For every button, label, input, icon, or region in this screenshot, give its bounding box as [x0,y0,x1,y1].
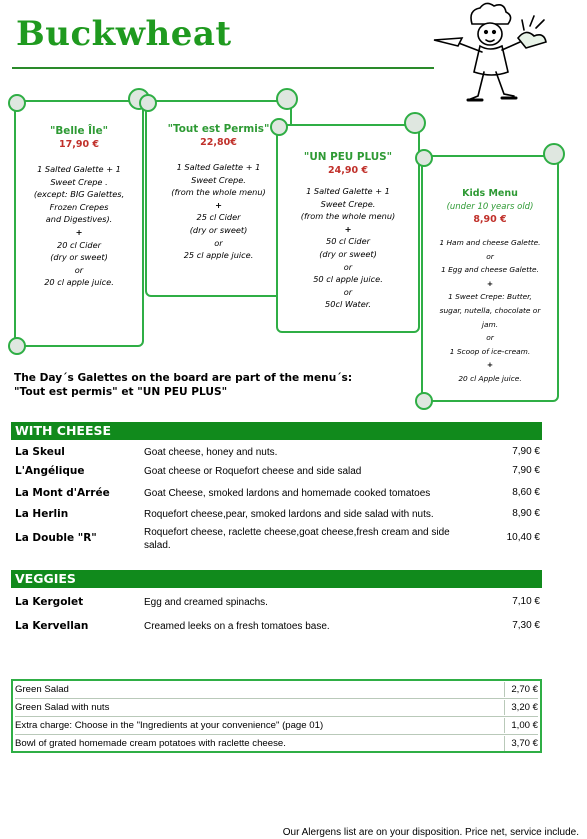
menu-line: 1 Scoop of ice-cream. [449,346,531,356]
item-price: 7,10 € [512,596,540,607]
menu-line: + [344,223,352,234]
menu-line: (dry or sweet) [189,224,248,235]
menu-line: + [486,278,494,288]
menu-line: + [486,360,494,370]
menu-line: 1 Sweet Crepe: Butter, [448,292,532,302]
extra-label: Extra charge: Choose in the "Ingredients at your convenience" (page 01) [15,720,324,731]
section-veggies: VEGGIES [11,570,542,588]
footer-note: Our Alergens list are on your disposition. Price net, service include. [282,827,579,838]
item-price: 7,90 € [512,465,540,476]
menu-name: "Tout est Permis" [167,123,270,135]
menu-line: 20 cl apple juice. [44,277,114,288]
item-name: La Mont d'Arrée [15,487,110,499]
extras-row [15,700,538,717]
item-description: Goat cheese, honey and nuts. [144,447,278,458]
menu-line: or [343,261,353,272]
menu-card-kids [421,155,559,402]
menu-line: 1 Salted Galette + 1 [176,162,261,172]
menu-line: and Digestives). [45,214,113,225]
menu-line: (dry or sweet) [50,252,108,263]
menu-price: 22,80€ [200,137,237,148]
menu-line: or [74,264,84,275]
item-name: La Skeul [15,446,65,458]
item-description: Roquefort cheese, raclette cheese,goat cheese,fresh cream and side salad. [144,527,450,551]
item-name: La Double "R" [15,532,97,544]
item-price: 7,90 € [512,446,540,457]
item-price: 10,40 € [506,532,540,543]
title-underline [12,67,434,69]
menu-price: 24,90 € [328,165,368,176]
item-price: 8,90 € [512,508,540,519]
section-with-cheese: WITH CHEESE [11,422,542,440]
menu-subtitle: (under 10 years old) [446,202,534,212]
menu-line: + [215,199,222,210]
menu-line: 1 Ham and cheese Galette. [439,238,541,247]
menu-line: 1 Egg and cheese Galette. [441,265,539,275]
menu-line: Frozen Crepes [49,201,109,212]
item-name: L'Angélique [15,465,85,477]
menu-line: 20 cl Apple juice. [458,373,522,383]
menu-line: 50 cl apple juice. [313,274,383,285]
note-line: The Day´s Galettes on the board are part of the menu´s: [14,372,353,384]
menu-line: (dry or sweet) [319,248,377,259]
menu-line: sugar, nutella, chocolate or [439,305,541,315]
menu-line: 25 cl Cider [196,212,241,223]
galettes-note [14,371,352,399]
extras-table [11,679,542,753]
extra-price: 3,70 € [504,736,538,751]
extra-label: Green Salad with nuts [15,702,110,713]
menu-line: or [343,286,353,297]
extras-row [15,736,538,752]
menu-line: + [75,226,83,237]
restaurant-title: Buckwheat [16,14,232,54]
menu-line: Sweet Crepe . [50,176,108,187]
menu-line: (from the whole menu) [300,211,396,222]
menu-name: "UN PEU PLUS" [303,151,393,163]
menu-line: or [486,333,494,343]
menu-price: 8,90 € [473,214,507,225]
extra-price: 1,00 € [504,718,538,733]
item-description: Creamed leeks on a fresh tomatoes base. [144,621,330,632]
item-description: Roquefort cheese,pear, smoked lardons and side salad with nuts. [144,509,434,520]
menu-line: 1 Salted Galette + 1 [306,186,390,196]
extra-price: 3,20 € [504,700,538,715]
menu-line: 20 cl Cider [57,239,101,250]
menu-line: 50cl Water. [325,299,371,310]
item-price: 8,60 € [512,487,540,498]
menu-line: 1 Salted Galette + 1 [37,164,121,174]
extra-label: Green Salad [15,684,69,695]
menu-line: (except: BIG Galettes, [33,189,125,200]
menu-card-belle-ile [14,100,144,347]
item-name: La Kervellan [15,620,89,632]
menu-price: 17,90 € [59,139,99,150]
menu-card-un-peu-plus [276,124,420,333]
chef-icon [432,2,552,110]
item-price: 7,30 € [512,620,540,631]
menu-line: Sweet Crepe. [320,198,376,209]
extra-label: Bowl of grated homemade cream potatoes with raclette cheese. [15,738,286,749]
menu-line: or [486,251,494,261]
menu-line: jam. [481,319,499,329]
menu-line: (from the whole menu) [171,187,266,198]
item-name: La Kergolet [15,596,84,608]
menu-line: Sweet Crepe. [191,174,246,185]
menu-name: "Belle Île" [49,125,109,137]
item-description: Goat cheese or Roquefort cheese and side salad [144,466,362,477]
menu-name: Kids Menu [462,188,518,199]
menu-line: or [214,237,223,248]
item-name: La Herlin [15,508,69,520]
menu-line: 25 cl apple juice. [183,250,254,261]
extra-price: 2,70 € [504,682,538,697]
extras-row [15,682,538,699]
item-description: Goat Cheese, smoked lardons and homemade cooked tomatoes [144,488,431,499]
note-line: "Tout est permis" et "UN PEU PLUS" [14,386,228,398]
item-description: Egg and creamed spinachs. [144,597,268,608]
extras-row [15,718,538,735]
menu-line: 50 cl Cider [326,236,370,247]
